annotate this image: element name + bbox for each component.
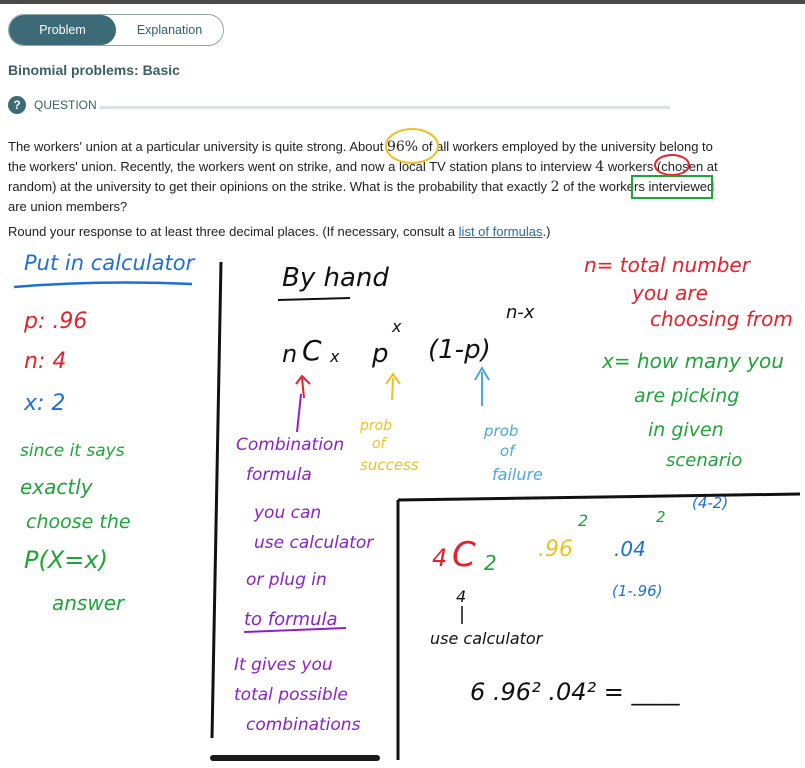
question-part3: workers (chosen at random) at the university to get their opinions on the strike. What is the probability that exactly (8, 159, 718, 194)
work-04: .04 (614, 537, 646, 561)
calc-p: p: .96 (24, 309, 88, 334)
horizontal-divider (398, 494, 800, 500)
combo-line2: formula (246, 465, 312, 485)
underline-by-hand (278, 298, 350, 300)
calc-n: n: 4 (24, 349, 67, 374)
prob-success-3: success (360, 456, 419, 474)
work-96: .96 (538, 537, 573, 562)
combo-line3: you can (254, 503, 322, 523)
arrow-combination-line (297, 394, 301, 432)
combo-line8: total possible (234, 685, 348, 705)
prob-failure-2: of (500, 442, 515, 460)
question-part4: of the workers interviewed are union members? (8, 179, 715, 214)
answer-note: answer (52, 591, 125, 615)
arrow-failure (475, 368, 489, 406)
question-part2: of all workers employed by the university belong to the workers' union. Recently, the workers went on strike, and now a local TV station plans to interview (8, 139, 713, 174)
work-exp-2b: 2 (656, 508, 666, 526)
x-def-2: are picking (634, 385, 740, 407)
formula-x-exp: x (392, 317, 402, 336)
question-part1: The workers' union at a particular university is quite strong. About (8, 139, 387, 154)
calc-title: Put in calculator (24, 251, 195, 275)
by-hand-title: By hand (282, 263, 389, 293)
box-exactly-2 (632, 176, 712, 198)
prob-failure-1: prob (484, 422, 519, 440)
formula-p: p (372, 339, 389, 369)
work-use-calc: use calculator (430, 629, 543, 648)
combo-line7: It gives you (234, 655, 333, 675)
n-def-1: n= total number (584, 253, 750, 277)
combo-line9: combinations (246, 715, 361, 735)
formulas-link[interactable]: list of formulas (458, 224, 543, 239)
x-def-4: scenario (666, 450, 743, 471)
work-arrow-4: 4 (456, 587, 467, 606)
question-icon: ? (8, 96, 26, 114)
combo-line6: to formula (244, 609, 338, 630)
question-x: 2 (550, 179, 560, 195)
work-C: C (452, 535, 476, 575)
work-exp-2: 2 (578, 511, 589, 530)
combo-line5: or plug in (246, 570, 327, 590)
arrow-success (386, 374, 400, 400)
work-4: 4 (432, 544, 448, 572)
since-note: since it says (20, 441, 125, 461)
work-1-minus-96: (1-.96) (612, 582, 663, 600)
work-final: 6 .96² .04² = ____ (470, 678, 680, 706)
page-title: Binomial problems: Basic (8, 62, 180, 78)
pxx-note: P(X=x) (24, 546, 108, 574)
circle-n-4 (655, 155, 689, 175)
tab-explanation[interactable]: Explanation (136, 23, 203, 37)
exactly-note: exactly (20, 475, 93, 499)
x-def-1: x= how many you (602, 349, 784, 373)
circle-96-percent (386, 129, 438, 163)
round-text: Round your response to at least three decimal places. (If necessary, consult a (8, 224, 459, 239)
calc-x: x: 2 (24, 391, 66, 416)
formula-1-p: (1-p) (428, 335, 491, 365)
tab-problem[interactable]: Problem (9, 15, 116, 45)
formula-x-sub: x (330, 347, 340, 366)
question-percent: 96% (386, 139, 419, 155)
formula-n-x: n-x (506, 302, 535, 323)
combo-line4: use calculator (254, 533, 374, 553)
prob-failure-3: failure (492, 465, 543, 484)
prob-success-1: prob (360, 418, 393, 434)
question-n: 4 (595, 159, 605, 175)
work-exp-4-2: (4-2) (692, 494, 729, 512)
horizontal-scrollbar[interactable] (210, 755, 380, 761)
round-end: .) (542, 224, 551, 239)
formula-C: C (302, 334, 322, 367)
underline-calculator (14, 283, 192, 287)
n-def-3: choosing from (650, 307, 793, 331)
formula-n: n (282, 340, 298, 368)
x-def-3: in given (648, 419, 724, 441)
work-2: 2 (484, 551, 497, 575)
question-label: QUESTION (34, 98, 97, 112)
combo-line1: Combination (236, 435, 345, 455)
choose-note: choose the (26, 511, 131, 533)
vertical-divider-left (212, 262, 221, 738)
n-def-2: you are (632, 281, 708, 305)
arrow-combination (296, 376, 310, 398)
prob-success-2: of (372, 436, 386, 452)
